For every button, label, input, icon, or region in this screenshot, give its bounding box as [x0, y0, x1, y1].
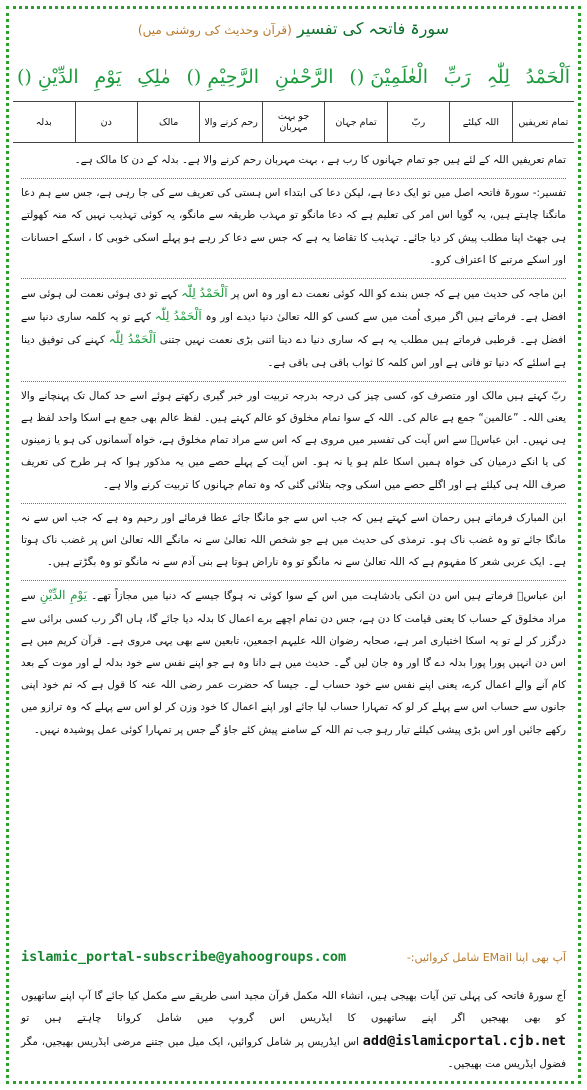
arabic-word: یَوْمِ — [94, 66, 122, 88]
dotted-divider — [21, 376, 566, 382]
dotted-divider — [21, 273, 566, 279]
yaumiddeen-highlight: یَوْمِ الدِّیْنِ — [39, 588, 88, 603]
arabic-word: اَلْحَمْدُ — [525, 66, 570, 88]
hadith-text: ابن ماجہ کی حدیث میں ہے کہ جس بندے کو اللہ کوئی نعمت دے اور وہ اس پر — [230, 288, 566, 301]
alhamdulillah-highlight: اَلْحَمْدُ لِلّٰہ — [108, 332, 156, 347]
footer-notice — [21, 985, 566, 1076]
meaning-cell: جو بہت مہربان — [262, 102, 324, 142]
yaumiddeen-text: ابن عباسؓ فرماتے ہیں اس دن انکی بادشاہت میں اس کے سوا کوئی نہ ہوگا جیسے کہ دنیا میں مجازاً تھے۔ — [91, 590, 567, 603]
footer-text: آج سورۃ فاتحہ کی پہلی تین آیات بھیجی ہیں، انشاء اللہ مکمل قرآن مجید اسی طریقے سے مکمل کیا جائے گا آپ اپنے ساتھیوں کو بھی بھیجیں اگر اپنے ساتھیوں کا ایڈریس اس گروپ میں شامل کروانا چاہتے ہیں تو — [21, 990, 566, 1025]
arabic-words-row — [13, 53, 574, 101]
title-subtitle: (قرآن وحدیث کی روشنی میں) — [137, 23, 292, 37]
page-frame — [6, 6, 581, 1084]
word-by-word-table — [13, 53, 574, 145]
arabic-word: الرَّحْمٰنِ — [274, 66, 334, 88]
yaumiddeen-text: سے مراد مخلوق کے حساب کا یعنی قیامت کا دن ہے، جس دن تمام اچھے برے اعمال کا بدلہ دیا جائے گا، ہاں اگر رب کسی برائی سے درگزر کر لے تو یہ اسکا اختیاری امر ہے، صحابہ رضوان اللہ علیہم اجمعین، تابعین سے بھی یہی مروی ہے۔ قرآن کریم میں ہے اس دن انہیں پورا پورا بدلہ دے گا اور وہ جان لیں گے۔ حدیث میں ہے دانا وہ ہے جو اپنے نفس سے خود بدلہ لے اور موت کے بعد کام آنے والے اعمال کرے، یعنی اپنے نفس سے خود حساب لے۔ جیسا کہ حضرت عمر رضی اللہ عنہ کا قول ہے کہ تم خود اپنی جانوں سے حساب اس سے پہلے کر لو کہ تمہارا حساب لیا جائے اور اپنے اعمال کا خود وزن کر لو اس سے پہلے کہ وہ ترازو میں رکھے جائیں اور اس بڑی پیشی کیلئے تیار رہو جب تم اللہ کے سامنے پیش کئے جاؤ گے جس پر تمہارا کوئی عمل پوشیدہ نہیں۔ — [21, 590, 566, 736]
meaning-cell: رحم کرنے والا — [199, 102, 261, 142]
yaumiddeen-paragraph — [21, 584, 566, 740]
arabic-word: رَبِّ — [443, 66, 471, 88]
dotted-divider — [21, 498, 566, 504]
meaning-cell: تمام جہان — [324, 102, 386, 142]
subscribe-line — [21, 949, 566, 965]
dotted-divider — [21, 173, 566, 179]
alhamdulillah-highlight: اَلْحَمْدُ لِلّٰہ — [154, 309, 202, 324]
dotted-divider — [21, 575, 566, 581]
hadith-text: کہے تو دی ہوئی نعمت لی ہوئی سے افضل ہے۔ فرماتے ہیں اگر میری اُمت میں سے کسی کو اللہ تعالیٰ دنیا دیدے اور وہ — [21, 288, 566, 324]
alhamdulillah-highlight: اَلْحَمْدُ لِلّٰہ — [181, 286, 228, 301]
meaning-cell: دن — [75, 102, 137, 142]
add-email-link[interactable]: add@islamicportal.cjb.net — [362, 1032, 566, 1049]
meanings-row — [13, 101, 574, 143]
hadith-paragraph — [21, 282, 566, 374]
footer-text: اس ایڈریس پر شامل کروائیں، ایک میل میں جتنے مرضی ایڈریس بھیجیں، مگر فضول ایڈریس مت بھیجیں۔ — [21, 1035, 566, 1071]
tafseer-body — [21, 149, 566, 741]
hadith-text: کہنے کی توفیق دینا ہے اسلئے کہ دنیا تو فانی ہے اور اس کلمہ کا ثواب باقی ہی باقی ہے۔ — [21, 334, 566, 369]
meaning-cell: تمام تعریفیں — [512, 102, 574, 142]
arabic-word: الْعٰلَمِیْنَ () — [349, 66, 428, 88]
title-text: سورۃ فاتحہ کی تفسیر — [296, 19, 450, 38]
page-title — [9, 19, 578, 38]
subscribe-email-link[interactable]: islamic_portal-subscribe@yahoogroups.com — [21, 949, 347, 965]
meaning-cell: اللہ کیلئے — [449, 102, 511, 142]
meaning-cell: بدلہ — [35, 116, 52, 128]
rabb-paragraph: ربّ کہتے ہیں مالک اور متصرف کو، کسی چیز کی درجہ بدرجہ تربیت اور خبر گیری رکھتے ہوئے اسے حد کمال تک پہنچانے والا یعنی اللہ۔ ”عالمین“ جمع ہے عالم کی۔ اللہ کے سوا تمام مخلوق کو عالم کہتے ہیں۔ لفظ عالم بھی جمع ہے اسکا واحد لفظ ہے ہی نہیں۔ ابن عباسؓ سے اس آیت کی تفسیر میں مروی ہے کہ اس سے مراد تمام مخلوق ہے، خواہ آسمانوں کی ہو یا زمینوں کی یا انکے درمیان کی خواہ ہمیں اسکا علم ہو یا نہ ہو۔ اس آیت کے پہلے حصے میں یہ مذکور ہوا کہ ہر طرح کی تعریف صرف اللہ ہی کیلئے ہے اور اگلے حصے میں اسکی وجہ بتلائی گئی کہ وہ تمام جہانوں کا تربیت کرنے والا ہے۔ — [21, 389, 566, 491]
tafseer-paragraph: تفسیر:- سورۃ فاتحہ اصل میں تو ایک دعا ہے، لیکن دعا کی ابتداء اس ہستی کی تعریف سے کی جا رہی ہے، جس سے ہم دعا مانگنا چاہتے ہیں، یہ گویا اس امر کی تعلیم ہے کہ دعا مانگو تو مہذب طریقہ سے مانگو، یہ کوئی تہذیب نہیں کہ منہ کھولتے ہی جھٹ اپنا مطلب پیش کر دیا جائے۔ تہذیب کا تقاضا یہ ہے کہ جس سے دعا کر رہے ہو پہلے اسکی خوبی کا ، اسکے احسانات اور اسکے مرتبے کا اعتراف کرو۔ — [21, 187, 566, 266]
hadith-text: کہے تو یہ کلمہ ساری دنیا سے افضل ہے۔ قرطبی فرماتے ہیں مطلب یہ ہے کہ ساری دنیا دے دینا اتنی بڑی نعمت نہیں جتنی — [21, 311, 566, 347]
meaning-cell: ربّ — [387, 102, 449, 142]
subscribe-label: آپ بھی اپنا EMail شامل کروائیں:- — [406, 950, 566, 964]
rahman-paragraph: ابن المبارک فرماتے ہیں رحمان اسے کہتے ہیں کہ جب اس سے جو مانگا جائے عطا فرمائے اور رحیم وہ ہے کہ جب اس سے نہ مانگا جائے تو وہ غضب ناک ہو۔ ترمذی کی حدیث میں ہے جو شخص اللہ تعالیٰ سے نہ مانگے اللہ تعالیٰ اس پر غضب ناک ہوتا ہے۔ ایک عربی شعر کا مفہوم ہے کہ اللہ تعالیٰ سے نہ مانگو تو وہ ناراض ہوتا ہے بنی آدم سے نہ مانگو تو وہ بگڑتے ہیں۔ — [21, 511, 566, 569]
translation-paragraph: تمام تعریفیں اللہ کے لئے ہیں جو تمام جہانوں کا رب ہے ، بہت مہربان رحم کرنے والا ہے۔ بدلہ کے دن کا مالک ہے۔ — [74, 154, 566, 166]
arabic-word: مٰلِکِ — [137, 66, 171, 88]
arabic-word: الرَّحِیْمِ () — [186, 66, 260, 88]
arabic-word: لِلّٰہِ — [486, 66, 510, 88]
arabic-word: الدِّیْنِ () — [17, 66, 79, 88]
meaning-cell: مالک — [137, 102, 199, 142]
